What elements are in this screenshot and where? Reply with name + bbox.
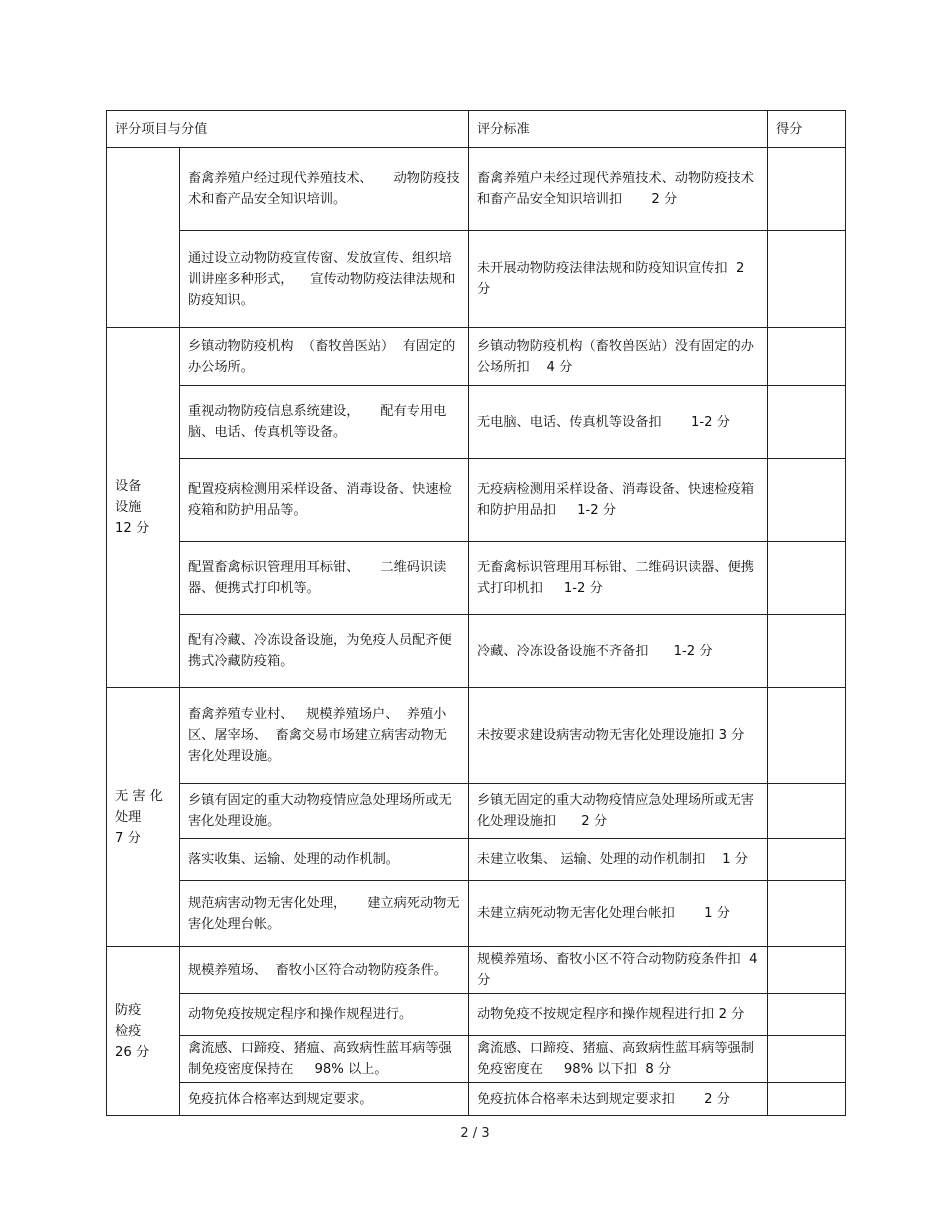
score-cell[interactable] [768,839,846,881]
standard-cell: 冷藏、冷冻设备设施不齐备扣 1-2 分 [469,615,768,688]
standard-cell: 畜禽养殖户未经过现代养殖技术、动物防疫技术和畜产品安全知识培训扣 2 分 [469,148,768,231]
standard-cell: 免疫抗体合格率未达到规定要求扣 2 分 [469,1083,768,1116]
standard-cell: 规模养殖场、畜牧小区不符合动物防疫条件扣 4 分 [469,947,768,994]
item-cell: 乡镇有固定的重大动物疫情应急处理场所或无害化处理设施。 [180,784,469,839]
header-score-cell: 得分 [768,111,846,148]
item-cell: 动物免疫按规定程序和操作规程进行。 [180,994,469,1036]
item-cell: 禽流感、口蹄疫、猪瘟、高致病性蓝耳病等强制免疫密度保持在 98% 以上。 [180,1036,469,1083]
table-row [107,615,846,688]
table-row [107,542,846,615]
standard-cell: 无畜禽标识管理用耳标钳、二维码识读器、便携式打印机扣 1-2 分 [469,542,768,615]
category-cell: 设备 设施 12 分 [107,328,180,688]
standard-cell: 乡镇动物防疫机构（畜牧兽医站）没有固定的办公场所扣 4 分 [469,328,768,386]
item-cell: 规模养殖场、 畜牧小区符合动物防疫条件。 [180,947,469,994]
item-cell: 规范病害动物无害化处理， 建立病死动物无害化处理台帐。 [180,881,469,947]
score-cell[interactable] [768,784,846,839]
item-cell: 畜禽养殖专业村、 规模养殖场户、 养殖小区、屠宰场、 畜禽交易市场建立病害动物无害化处理设施。 [180,688,469,784]
item-cell: 配置畜禽标识管理用耳标钳、 二维码识读器、便携式打印机等。 [180,542,469,615]
table-row [107,688,846,784]
table-row [107,839,846,881]
table-row [107,148,846,231]
table-row [107,947,846,994]
standard-cell: 动物免疫不按规定程序和操作规程进行扣 2 分 [469,994,768,1036]
table-row [107,386,846,459]
item-cell: 重视动物防疫信息系统建设， 配有专用电脑、电话、传真机等设备。 [180,386,469,459]
standard-cell: 无电脑、电话、传真机等设备扣 1-2 分 [469,386,768,459]
category-cell: 防疫 检疫 26 分 [107,947,180,1116]
score-cell[interactable] [768,947,846,994]
score-cell[interactable] [768,615,846,688]
standard-cell: 未建立收集、 运输、处理的动作机制扣 1 分 [469,839,768,881]
page-number: 2 / 3 [460,1126,490,1141]
header-standard-cell: 评分标准 [469,111,768,148]
standard-cell: 未按要求建设病害动物无害化处理设施扣 3 分 [469,688,768,784]
item-cell: 配置疫病检测用采样设备、消毒设备、快速检疫箱和防护用品等。 [180,459,469,542]
score-cell[interactable] [768,994,846,1036]
item-cell: 落实收集、运输、处理的动作机制。 [180,839,469,881]
score-cell[interactable] [768,231,846,328]
scoring-table [106,110,846,1116]
item-cell: 配有冷藏、冷冻设备设施，为免疫人员配齐便携式冷藏防疫箱。 [180,615,469,688]
table-row [107,881,846,947]
score-cell[interactable] [768,688,846,784]
header-item-cell: 评分项目与分值 [107,111,469,148]
item-cell: 乡镇动物防疫机构 （畜牧兽医站） 有固定的办公场所。 [180,328,469,386]
score-cell[interactable] [768,328,846,386]
category-cell [107,148,180,328]
standard-cell: 乡镇无固定的重大动物疫情应急处理场所或无害化处理设施扣 2 分 [469,784,768,839]
item-cell: 畜禽养殖户经过现代养殖技术、 动物防疫技术和畜产品安全知识培训。 [180,148,469,231]
table-row [107,231,846,328]
score-cell[interactable] [768,1083,846,1116]
score-cell[interactable] [768,542,846,615]
standard-cell: 未建立病死动物无害化处理台帐扣 1 分 [469,881,768,947]
standard-cell: 禽流感、口蹄疫、猪瘟、高致病性蓝耳病等强制免疫密度在 98% 以下扣 8 分 [469,1036,768,1083]
table-row [107,994,846,1036]
category-cell: 无 害 化 处理 7 分 [107,688,180,947]
score-cell[interactable] [768,881,846,947]
score-cell[interactable] [768,459,846,542]
table-row [107,1083,846,1116]
score-cell[interactable] [768,148,846,231]
item-cell: 通过设立动物防疫宣传窗、发放宣传、组织培训讲座多种形式， 宣传动物防疫法律法规和防疫知识。 [180,231,469,328]
table-row [107,328,846,386]
score-cell[interactable] [768,1036,846,1083]
table-row [107,459,846,542]
score-cell[interactable] [768,386,846,459]
table-row [107,1036,846,1083]
table-row [107,784,846,839]
header-row [107,111,846,148]
item-cell: 免疫抗体合格率达到规定要求。 [180,1083,469,1116]
standard-cell: 未开展动物防疫法律法规和防疫知识宣传扣 2 分 [469,231,768,328]
standard-cell: 无疫病检测用采样设备、消毒设备、快速检疫箱和防护用品扣 1-2 分 [469,459,768,542]
